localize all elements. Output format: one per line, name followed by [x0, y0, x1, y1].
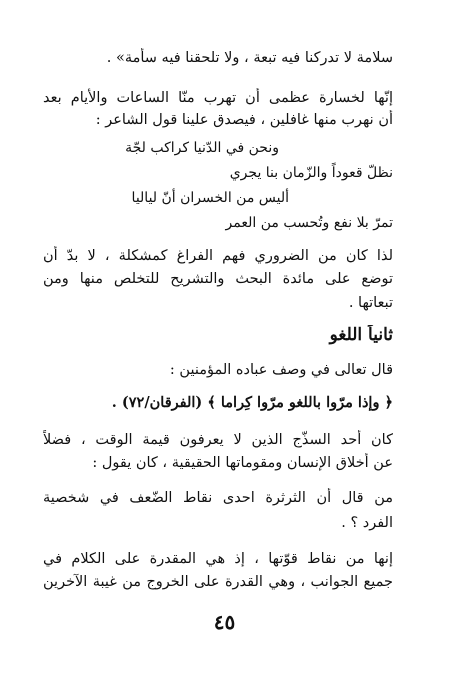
poem-line-4: تمرّ بلا نفع وتُحسب من العمر: [225, 215, 393, 231]
text-line-13: جميع الجوانب ، وهي القدرة على الخروج من غيبة الآخرين: [43, 574, 393, 590]
text-line-12: إنها من نقاط قوّتها ، إذ هي المقدرة على الكلام في: [43, 551, 393, 567]
section-heading: ثانياً اللغو: [329, 325, 393, 345]
text-line-10: من قال أن الثرثرة احدى نقاط الضّعف في شخصية: [43, 490, 393, 506]
text-line-1: سلامة لا تدركنا فيه تبعة ، ولا تلحقنا فيه سأمة» .: [106, 50, 393, 66]
text-line-2: إنّها لخسارة عظمى أن تهرب منّا الساعات والأيام بعد: [43, 90, 393, 106]
page-number: ٤٥: [213, 610, 236, 634]
text-line-4: لذا كان من الضروري فهم الفراغ كمشكلة ، لا بدّ أن: [43, 248, 393, 264]
poem-line-3: أليس من الخسران أنّ لياليا: [131, 190, 289, 206]
quran-verse: ﴿ وإذا مرّوا باللغو مرّوا كِراما ﴾ (الفرقان/٧٢) .: [111, 394, 393, 411]
text-line-6: تبعاتها .: [348, 295, 393, 311]
text-line-9: عن أخلاق الإنسان ومقوماتها الحقيقية ، كان يقول :: [92, 455, 393, 471]
poem-line-2: نظلّ قعوداً والزّمان بنا يجري: [229, 165, 393, 181]
poem-line-1: ونحن في الدّنيا كراكب لجّة: [125, 140, 279, 156]
text-line-3: أن نهرب منها غافلين ، فيصدق علينا قول الشاعر :: [95, 112, 393, 128]
text-line-5: توضع على مائدة البحث والتشريح للتخلص منها ومن: [43, 271, 393, 287]
text-line-7: قال تعالى في وصف عباده المؤمنين :: [169, 362, 393, 378]
text-line-8: كان أحد السذّج الذين لا يعرفون قيمة الوقت ، فضلاً: [43, 432, 393, 448]
text-line-11: الفرد ؟ .: [341, 515, 393, 531]
